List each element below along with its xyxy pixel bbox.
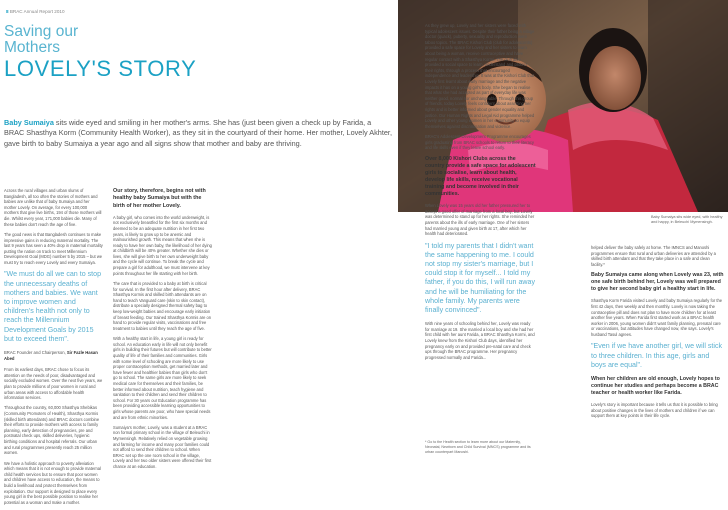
left-page-number: 8 bbox=[6, 9, 9, 14]
column-1 bbox=[4, 188, 103, 510]
story-heading bbox=[4, 24, 196, 82]
col1-paragraph-1: Across the rural villages and urban slums of Bangladesh, all too often the stories of mothers and babies are unlike that of baby Sumaiya and her mother Lovely. On average, for every 100,000 mothers that give live births, 194 of those mothers will die. Whilst every year, 171,000 babies die. Many of these babies don't reach the age of five. bbox=[4, 188, 102, 227]
kicker-line-2: Mothers bbox=[4, 39, 60, 56]
footnote: * Go to the Health section to learn more about our Maternity, Neonatal, Newborn and Child Survival (MNCS) programme and its urban counterpart Manoshi. bbox=[425, 440, 531, 454]
intro-name: Baby Sumaiya bbox=[4, 118, 54, 127]
col2-paragraph-1: A baby girl, who comes into the world underweight, is not exclusively breastfed for the first six months and deemed to be an adequate nutrition in her first two years, is likely to grow up to be anemic and malnourished growth. This means that when she is ready to have her own baby, the likelihood of her dying at childbirth will be 40% greater. Whether she dies or lives, she will give birth to her own underweight baby and the cycle will continue. To break the cycle and prepare a girl for adulthood, we must intervene at key points throughout her life starting with her birth. bbox=[113, 214, 212, 276]
col3-paragraph-4: With nine years of schooling behind her, Lovely was ready for marriage at 19. She married a local boy and she had her first child with her aunt Farida, a BRAC Shasthya Kormi, and Lovely knew from the Kishori Club days, identified her pregnancy early on and provided pre-natal care and check ups through the BRAC programme. Her pregnancy progressed normally and Farida... bbox=[425, 321, 535, 360]
kicker-line-1: Saving our bbox=[4, 23, 79, 40]
column-3 bbox=[425, 23, 536, 365]
credit-role: BRAC Founder and Chairperson, bbox=[4, 349, 67, 355]
col2-paragraph-2: The care that is provided to a baby at birth is critical for survival. In the first hour after delivery, BRAC Shasthya Kormis and skilled birth attendants are on hand to teach Vanguard care (skin to skin contact), distribute a specially designed thermal safety bag to keep low-weight babies and encourage early initiation of breast feeding. Our trained Shasthya Kormis are on hand to provide regular visits, vaccinations and free treatment to babies until they reach the age of five. bbox=[113, 281, 212, 331]
col1-paragraph-3: From its earliest days, BRAC chose to focus its attention on the needs of poor, disadvantaged and socially excluded women. Over the next five years, we plan to provide millions of poor women in rural and urban areas with access to affordable health information services. bbox=[4, 367, 103, 401]
col4-paragraph-1: helped deliver the baby safely at home. The IMNCS and Manoshi programmes ensure that rural and urban deliveries are attended by a skilled birth attendant and that they take place in a safe and clean facility.* bbox=[591, 245, 716, 267]
col4-paragraph-2: Shasthya Korm Farida visited Lovely and baby Sumaiya regularly for the first 42 days, then weekly and then monthly. Lovely is now taking the contraceptive pill and does not plan to have more children for at least another five years. When Farida first started work as a BRAC health worker in 2006, young women didn't want family planning, prenatal care or vaccinations, but attitudes have changed now, she says. Lovely's husband Tasul agrees. bbox=[591, 298, 723, 338]
col1-paragraph-5: We have a holistic approach to poverty alleviation which means that it is not enough to provide maternal child health services but to ensure that poor women and children have access to education, the means to build a livelihood and protect themselves from exploitation. Our support is designed to place every young girl in the best possible position to realise her potential as a woman and make a mother. bbox=[4, 460, 101, 505]
left-report-title: BRAC Annual Report 2010 bbox=[9, 9, 65, 14]
col3-paragraph-3: When Lovely was 15 years old her father pressured her to accept a good offer of marriage from a local boy, but Lovely was determined to stand up for her rights. She reminded her parents about the ills of early marriage. One of her sisters had married young and given birth at 17, after which her health had deteriorated. bbox=[425, 203, 535, 237]
col3-paragraph-2: BRAC's Adolescent Development Programme encourages girls graduating from BRAC schools to return to their literacy and life skills even if they leave school early. bbox=[425, 134, 534, 151]
left-running-header bbox=[6, 9, 65, 14]
sumaiya-highlight: Baby Sumaiya came along when Lovely was 23, with one safe birth behind her, Lovely was well prepared to give her second baby girl a healthy start in life. bbox=[591, 272, 724, 293]
kishori-clubs-highlight: Over 8,000 Kishori Clubs across the country provide a safe space for adolescent girls to socialise, learn about health, develop life skills, receive vocational training and become involved in their communities. bbox=[425, 155, 536, 198]
col2-paragraph-4: Sumaiya's mother, Lovely, was a student at a BRAC non formal primary school in the village of Beleuchi in Mymensingh. Relatively relied on vegetable growing and farming for income and many poor families could not afford to send their children to school. When BRAC set up the one room school in the village, Lovely and her two older sisters were offered their first chance at an education. bbox=[113, 424, 212, 470]
quote-credit bbox=[4, 350, 103, 361]
col1-paragraph-4: Throughout the country, 60,000 Shasthya Shebikas (Community Promoters of Health), Shasthya Kormis (skilled birth attendants) and BRAC doctors combine their efforts to provide mothers with access to family planning, early detection of pregnancies, pre and postnatal check ups, skilled deliveries, hygienic birthing conditions and hospital referrals. Our urban and rural programmes presently reach 25 million women. bbox=[4, 405, 100, 456]
intro-paragraph bbox=[4, 118, 392, 149]
column-2 bbox=[113, 188, 212, 474]
col4-paragraph-3: Lovely's story is important because it tells us that it is possible to bring about positive changes in the lives of mothers and children if we can support them at key points in their life cycle. bbox=[591, 402, 718, 419]
col2-lead: Our story, therefore, begins not with healthy baby Sumaiya but with the birth of her mother Lovely. bbox=[113, 188, 206, 209]
credit-name: Sir Fazle Hasan Abed bbox=[4, 349, 98, 361]
photo-caption: Baby Sumaiya sits wide eyed, with healthy and happy, in Beleuchi Mymensingh. bbox=[651, 215, 723, 224]
col2-paragraph-3: With a healthy start in life, a young girl is ready for school. An education early in life will not only benefit girls in building their futures but will contribute to better quality of life of their families and communities. Girls with some level of schooling are more likely to use proper contraception methods, get married later and have fewer and healthier babies than girls who don't go to school. The same girls are more likely to seek medical care for themselves and their families, be better informed about nutrition, teach hygiene and sanitation to their children and send their children to school. For 30 years our Education programme has been providing accessible learning opportunities to girls whose parents are poor, who have special needs and are from ethnic minorities. bbox=[113, 336, 212, 420]
col1-paragraph-2: The good news is that Bangladesh continues to make impressive gains in reducing maternal mortality. The last 9 years has seen a 40% drop in maternal mortality putting the nation on track to meet Millennium Development Goal (MDG) number 5 by 2015 – but we must try to reach every Lovely and every Sumaiya. bbox=[4, 231, 103, 265]
lovely-quote: "I told my parents that I didn't want the same happening to me. I could not stop my sister's marriage, but I could stop it for myself... I told my father, if you do this, I will run away and he will be humiliating for the whole family. My parents were finally convinced". bbox=[425, 241, 536, 314]
founder-quote: "We must do all we can to stop the unnecessary deaths of mothers and babies. We want to improve women and children's health not only to reach the Millennium Development Goals by 2015 but to exceed them". bbox=[4, 270, 102, 343]
future-highlight: When her children are old enough, Lovely hopes to continue her studies and perhaps become a BRAC teacher or health worker like Farida. bbox=[591, 376, 720, 397]
intro-text: sits wide eyed and smiling in her mother's arms. She has (just been given a check up by Farida, a BRAC Shasthya Korm (Community Health Worker), as they sit in the courtyard of their home. Her mother, Lovely Akhter, gave birth to baby Sumaiya a year ago and all signs show that mother and baby are thriving. bbox=[4, 118, 392, 148]
col3-paragraph-1: As they grew up, Lovely and her sisters were faced with typical adolescent issues. Despite their father being a village doctor (quack), puberty, sexuality and reproduction were taboo topics. The BRAC Kishori Club (club for adolescents) provided a safe space for Lovely and her sisters to learn about being a woman, receive contraceptive and have regular contact with a Shasthya Kormi. The club also provided a social space to learn, understand and protect their rights, through a process that encouraged independence and leadership. It was at the Kishori Club that Lovely first learnt about early marriage and the negative impacts it has on a young girl's body. She began to realise that what she had accepted as part of everyday life was neither good, normal nor unchangeable. Through this group of friends, today Lovely feels confident about asserting her rights and is better informed about gender equality and justice. Our Human Rights and Legal Aid programme helped Lovely and other young women in her community to equip themselves against discrimination and violence. bbox=[425, 23, 535, 129]
page-title: LOVELY'S STORY bbox=[4, 56, 197, 81]
husband-quote: "Even if we have another girl, we will stick to three children. In this age, girls and boys are equal". bbox=[591, 342, 723, 369]
column-4 bbox=[591, 245, 724, 424]
